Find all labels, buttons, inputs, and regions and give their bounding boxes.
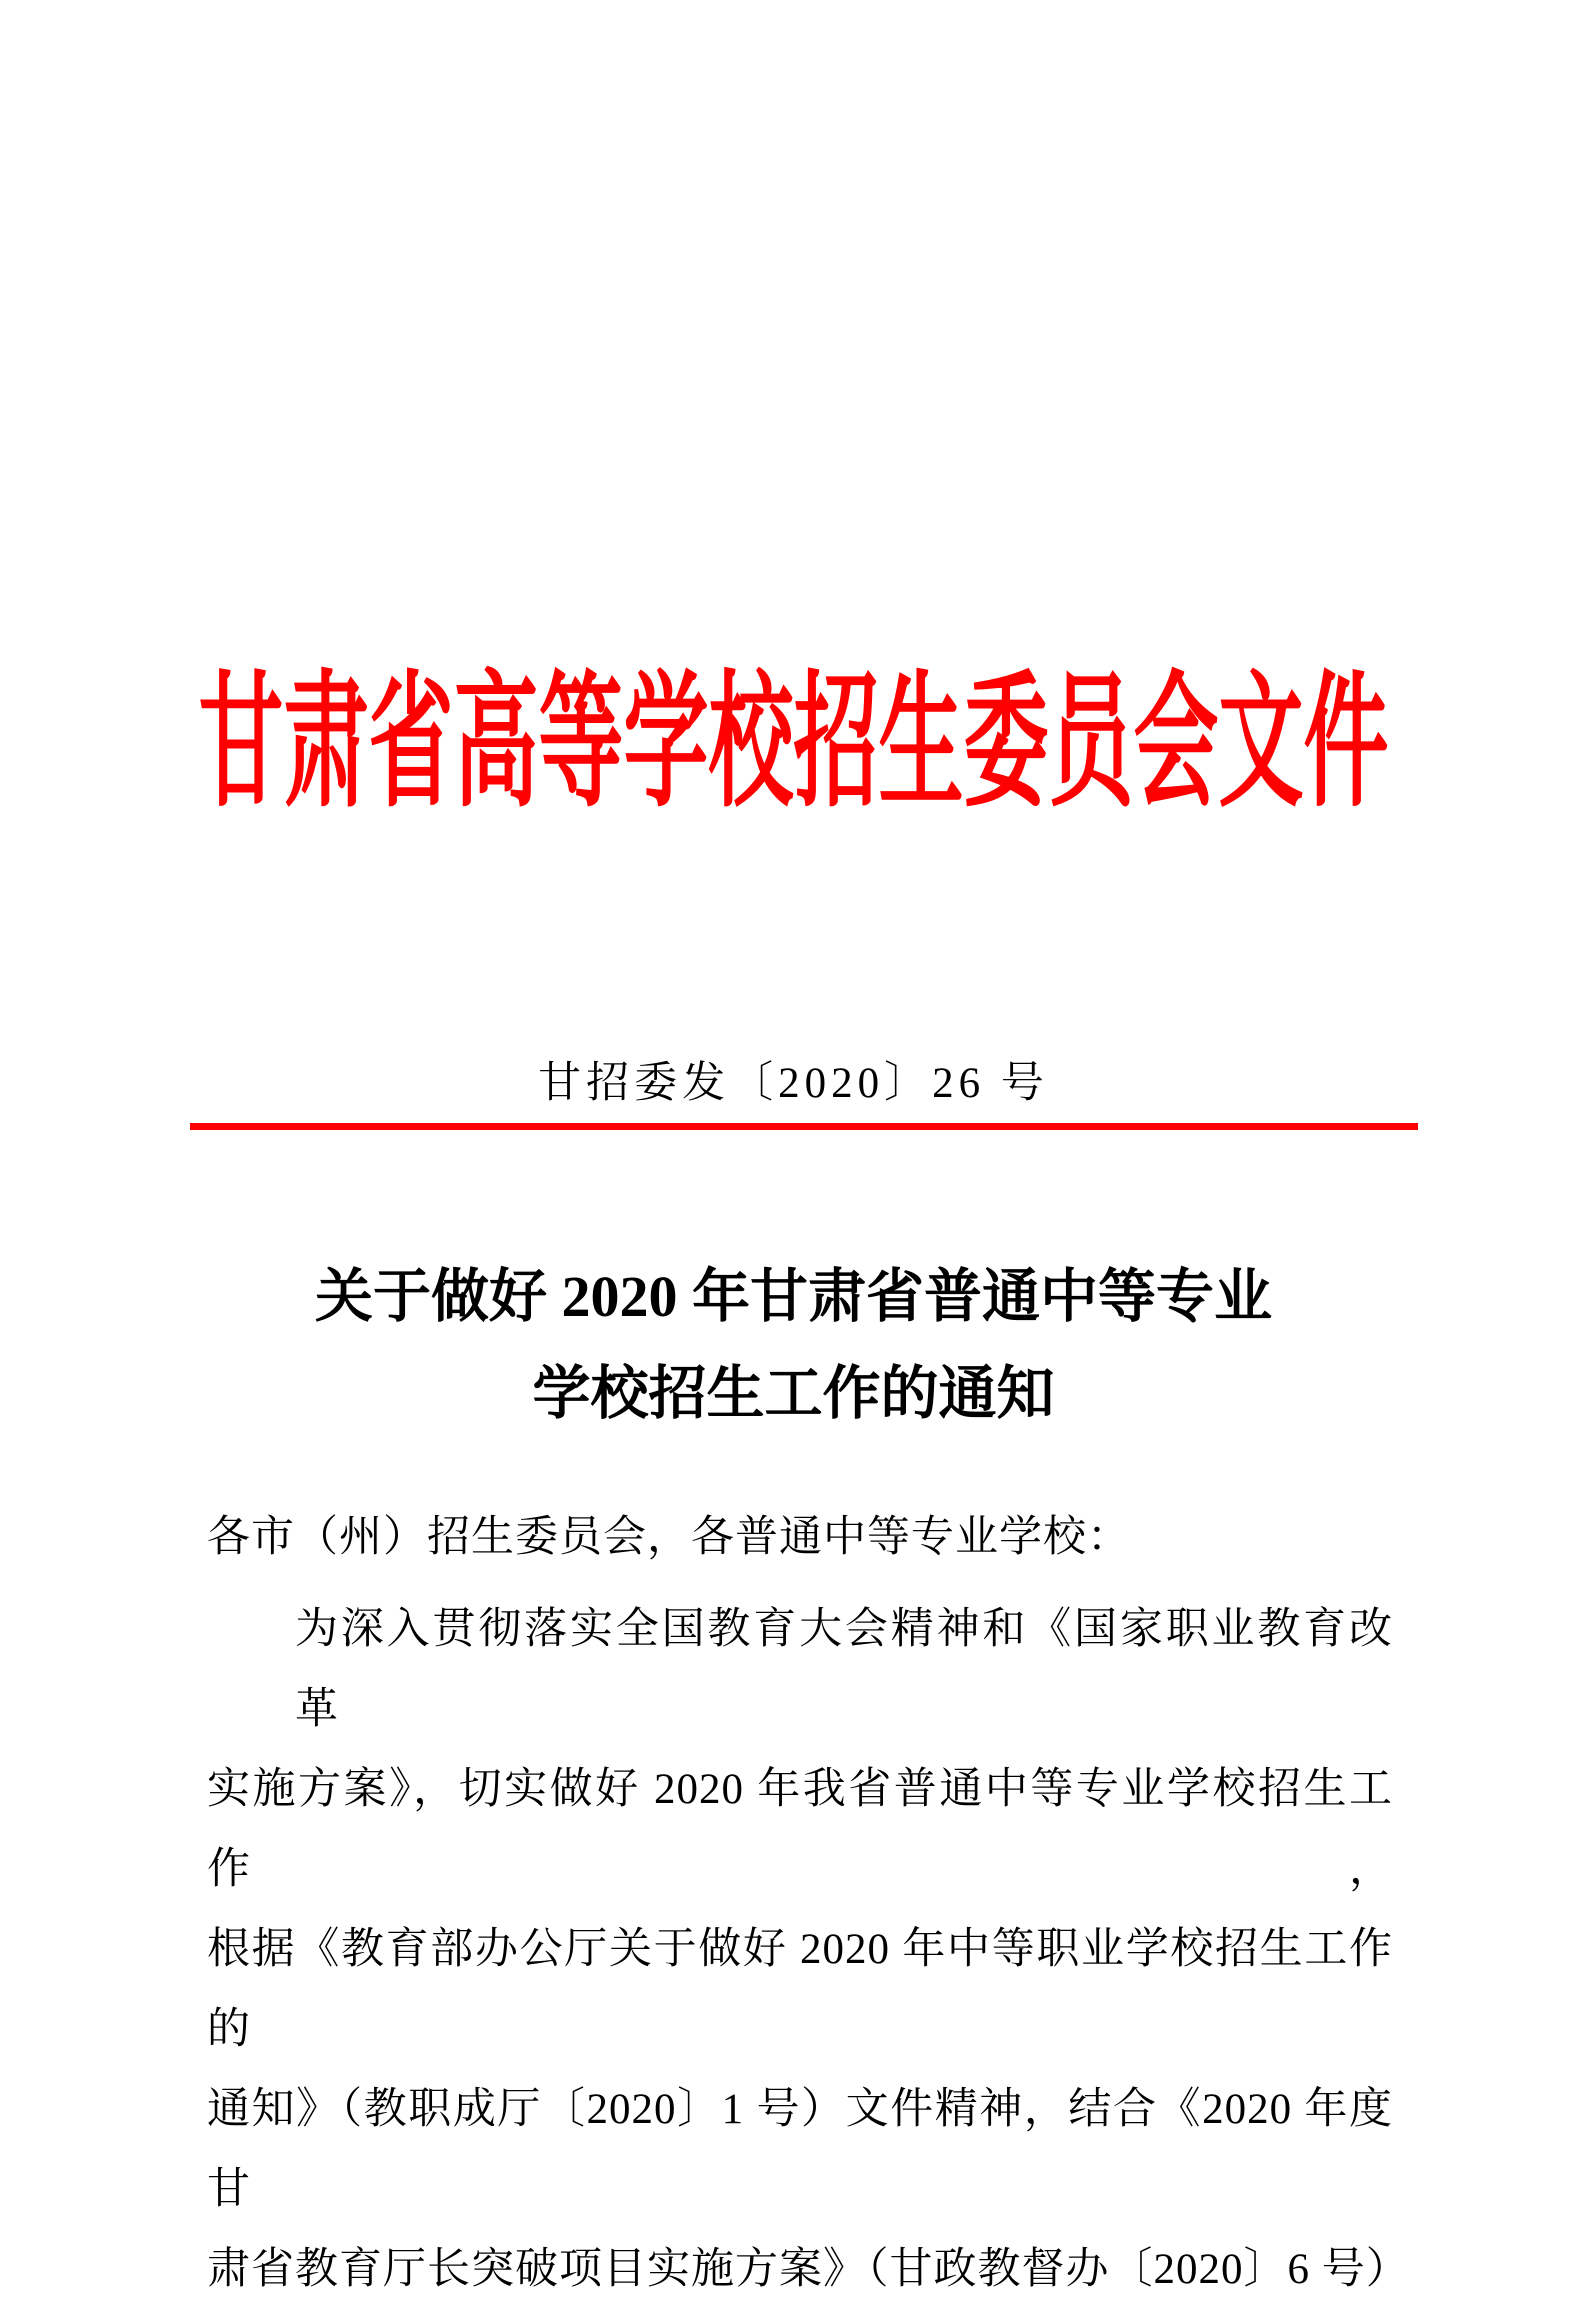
salutation-line: 各市（州）招生委员会，各普通中等专业学校： <box>207 1514 1131 1561</box>
body-paragraph <box>207 1590 1410 2310</box>
paragraph-line: 实施方案》，切实做好 2020 年我省普通中等专业学校招生工作， <box>207 1766 1393 1893</box>
document-title-line-1: 关于做好 2020 年甘肃省普通中等专业 <box>314 1264 1272 1329</box>
paragraph-line: 根据《教育部办公厅关于做好 2020 年中等职业学校招生工作的 <box>207 1926 1393 2053</box>
red-divider-rule <box>190 1123 1418 1130</box>
document-issue-number: 甘招委发〔2020〕26 号 <box>538 1060 1049 1107</box>
document-title <box>0 1248 1587 1442</box>
paragraph-line: 通知》（教职成厅〔2020〕1 号）文件精神，结合《2020 年度甘 <box>207 2086 1393 2213</box>
letterhead-banner-title: 甘肃省高等学校招生委员会文件 <box>198 663 1389 826</box>
document-body <box>207 1498 1410 2310</box>
document-title-line-2: 学校招生工作的通知 <box>532 1361 1055 1426</box>
paragraph-line: 肃省教育厅长突破项目实施方案》（甘政教督办〔2020〕6 号） <box>207 2246 1410 2293</box>
paragraph-line: 为深入贯彻落实全国教育大会精神和《国家职业教育改革 <box>295 1606 1393 1733</box>
